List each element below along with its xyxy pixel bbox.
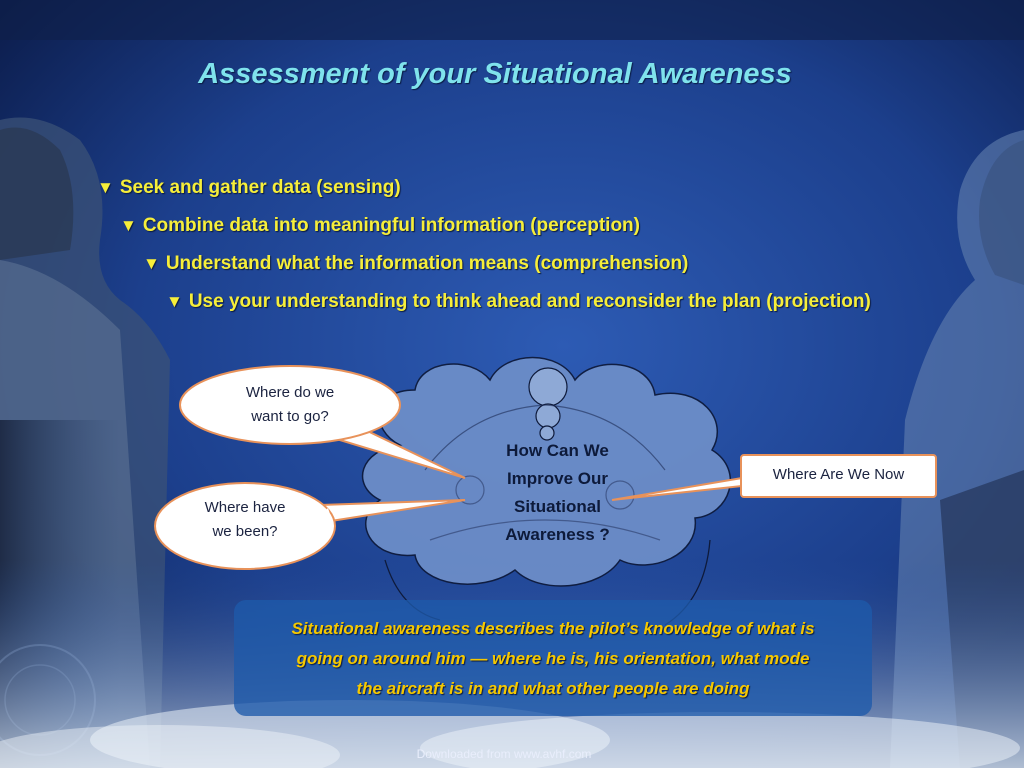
definition-line-1: Situational awareness describes the pilot’s knowledge of what is xyxy=(291,619,815,638)
thought-line-3: Situational xyxy=(514,497,601,516)
callout-where-been-text xyxy=(160,496,330,544)
definition-box xyxy=(234,600,872,716)
callout-where-go-line-1: Where do we xyxy=(245,384,335,401)
definition-line-3: the aircraft is in and what other people are doing xyxy=(356,679,750,698)
bullet-perception-text: Combine data into meaningful information (perception) xyxy=(142,215,640,236)
triangle-down-icon: ▼ xyxy=(143,254,160,273)
slide-title: Assessment of your Situational Awareness xyxy=(198,58,792,90)
callout-where-now xyxy=(740,454,937,498)
bullet-comprehension-text: Understand what the information means (comprehension) xyxy=(165,253,689,274)
triangle-down-icon: ▼ xyxy=(120,216,137,235)
thought-line-4: Awareness ? xyxy=(505,525,610,544)
bullet-sensing-text: Seek and gather data (sensing) xyxy=(119,177,401,198)
bullet-perception xyxy=(120,215,640,237)
thought-line-2: Improve Our xyxy=(506,469,609,488)
callout-where-been-line-1: Where have xyxy=(204,499,286,516)
bullet-projection xyxy=(166,291,871,313)
thought-line-1: How Can We xyxy=(506,441,609,460)
triangle-down-icon: ▼ xyxy=(166,292,183,311)
callout-where-go-text xyxy=(190,381,390,429)
callout-where-been-line-2: we been? xyxy=(212,523,278,540)
definition-line-2: going on around him — where he is, his orientation, what mode xyxy=(296,649,810,668)
bullet-projection-text: Use your understanding to think ahead and reconsider the plan (projection) xyxy=(188,291,871,312)
bullet-comprehension xyxy=(143,253,688,275)
callout-where-go-line-2: want to go? xyxy=(251,408,329,425)
triangle-down-icon: ▼ xyxy=(97,178,114,197)
bullet-sensing xyxy=(97,177,401,199)
callout-where-now-text: Where Are We Now xyxy=(772,466,905,483)
thought-bubble-text xyxy=(470,437,645,549)
footer-source: Downloaded from www.avhf.com xyxy=(416,747,592,761)
